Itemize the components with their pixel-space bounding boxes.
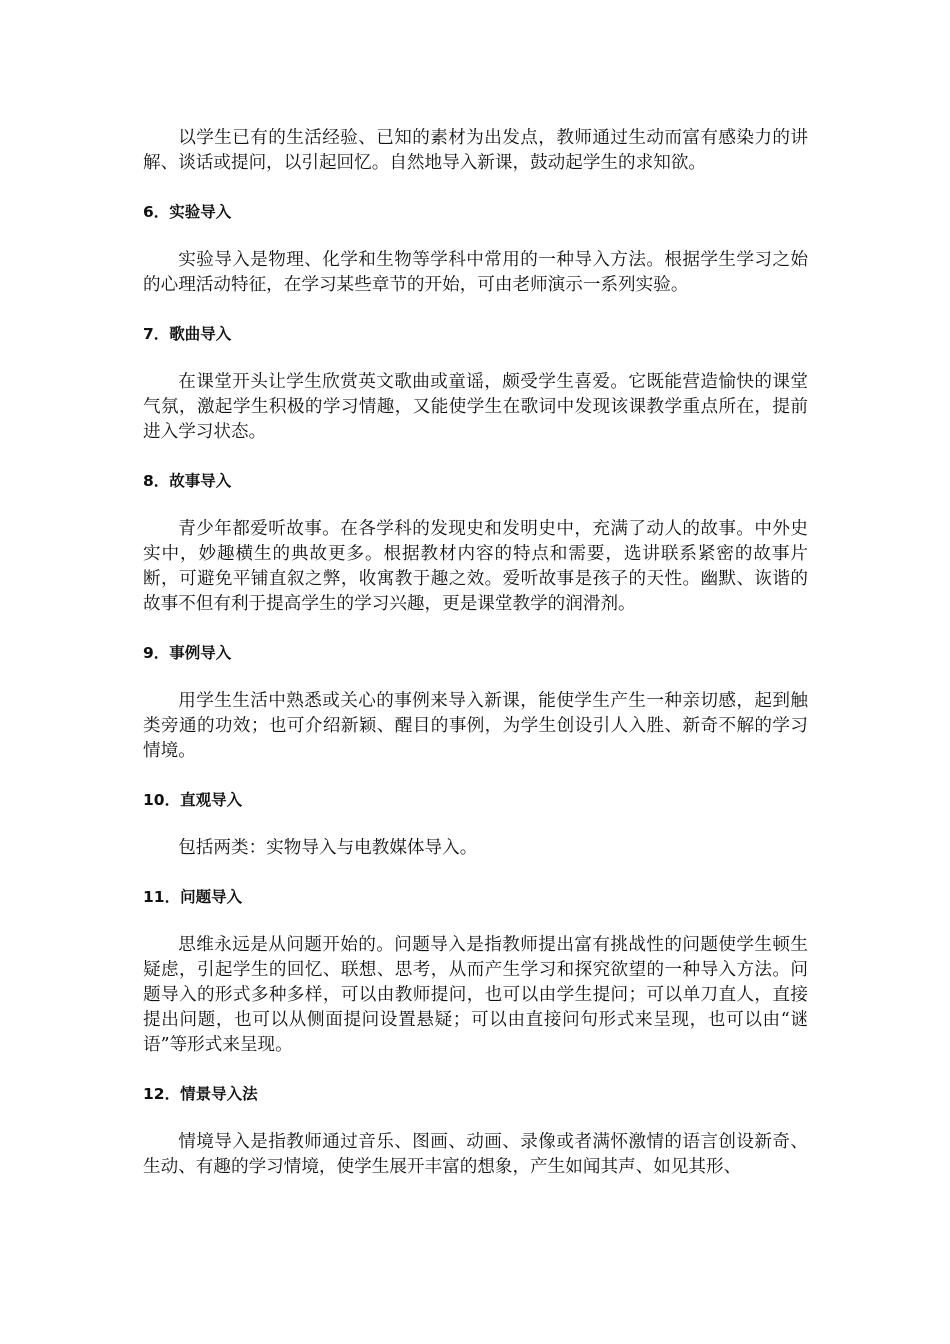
section-heading-11: 11．问题导入 bbox=[143, 888, 243, 906]
intro-paragraph: 以学生已有的生活经验、已知的素材为出发点，教师通过生动而富有感染力的讲解、谈话或提问，以引起回忆。自然地导入新课，鼓动起学生的求知欲。 bbox=[143, 128, 808, 173]
section-paragraph-7: 在课堂开头让学生欣赏英文歌曲或童谣，颇受学生喜爱。它既能营造愉快的课堂气氛，激起学生积极的学习情趣，又能使学生在歌词中发现该课教学重点所在，提前进入学习状态。 bbox=[143, 372, 808, 442]
section-heading-9: 9．事例导入 bbox=[143, 644, 232, 662]
section-heading-7: 7．歌曲导入 bbox=[143, 325, 232, 343]
document-body bbox=[143, 126, 808, 1180]
section-paragraph-11: 思维永远是从问题开始的。问题导入是指教师提出富有挑战性的问题使学生顿生疑虑，引起学生的回忆、联想、思考，从而产生学习和探究欲望的一种导入方法。问题导入的形式多种多样，可以由教师提问，也可以由学生提问；可以单刀直人，直接提出问题，也可以从侧面提问设置悬疑；可以由直接问句形式来呈现，也可以由“谜语”等形式来呈现。 bbox=[143, 935, 808, 1055]
section-heading-12: 12．情景导入法 bbox=[143, 1085, 258, 1103]
section-paragraph-12: 情境导入是指教师通过音乐、图画、动画、录像或者满怀激情的语言创设新奇、生动、有趣的学习情境，使学生展开丰富的想象，产生如闻其声、如见其形、 bbox=[143, 1132, 808, 1177]
section-heading-10: 10．直观导入 bbox=[143, 791, 243, 809]
section-paragraph-9: 用学生生活中熟悉或关心的事例来导入新课，能使学生产生一种亲切感，起到触类旁通的功效；也可介绍新颖、醒目的事例，为学生创设引人入胜、新奇不解的学习情境。 bbox=[143, 691, 808, 761]
section-paragraph-6: 实验导入是物理、化学和生物等学科中常用的一种导入方法。根据学生学习之始的心理活动特征，在学习某些章节的开始，可由老师演示一系列实验。 bbox=[143, 250, 808, 295]
section-heading-8: 8．故事导入 bbox=[143, 472, 232, 490]
section-paragraph-8: 青少年都爱听故事。在各学科的发现史和发明史中，充满了动人的故事。中外史实中，妙趣横生的典故更多。根据教材内容的特点和需要，选讲联系紧密的故事片断，可避免平铺直叙之弊，收寓教于趣之效。爱听故事是孩子的天性。幽默、诙谐的故事不但有利于提高学生的学习兴趣，更是课堂教学的润滑剂。 bbox=[143, 519, 808, 614]
section-heading-6: 6．实验导入 bbox=[143, 203, 232, 221]
section-paragraph-10: 包括两类：实物导入与电教媒体导入。 bbox=[178, 838, 478, 858]
